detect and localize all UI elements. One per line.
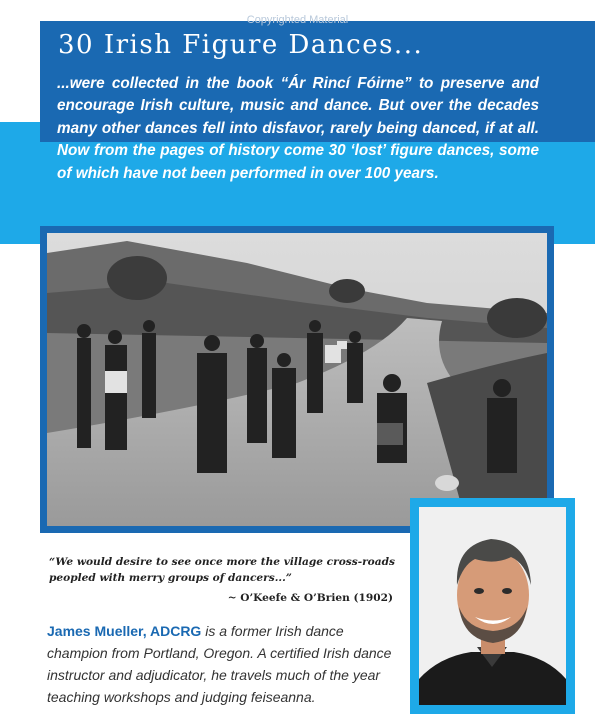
copyright-watermark: Copyrighted Material [246,14,349,26]
historic-photo-frame [40,226,554,533]
intro-paragraph: ...were collected in the book “Ár Rincí Fóirne” to preserve and encourage Irish culture, music and dance. But over the decades many other dances fell into disfavor, rarely being danced, if at all. Now from the pages of history come 30 ‘lost’ figure dances, some of which have not been performed in over 100 years. [57,75,539,182]
crossroads-dance-photo [47,233,547,526]
quote-attribution: ~ O’Keefe & O’Brien (1902) [227,592,393,604]
page-title: 30 Irish Figure Dances... [58,30,424,60]
author-bio-text: is a former Irish dance champion from Portland, Oregon. A certified Irish dance instructor and adjudicator, he travels much of the year teaching workshops and judging feiseanna. [47,623,392,705]
historic-quote: “We would desire to see once more the village cross-roads peopled with merry groups of dancers...” [49,556,395,584]
author-portrait [419,507,566,705]
author-bio [47,620,397,708]
author-portrait-frame [410,498,575,714]
author-name: James Mueller, ADCRG [47,623,202,639]
